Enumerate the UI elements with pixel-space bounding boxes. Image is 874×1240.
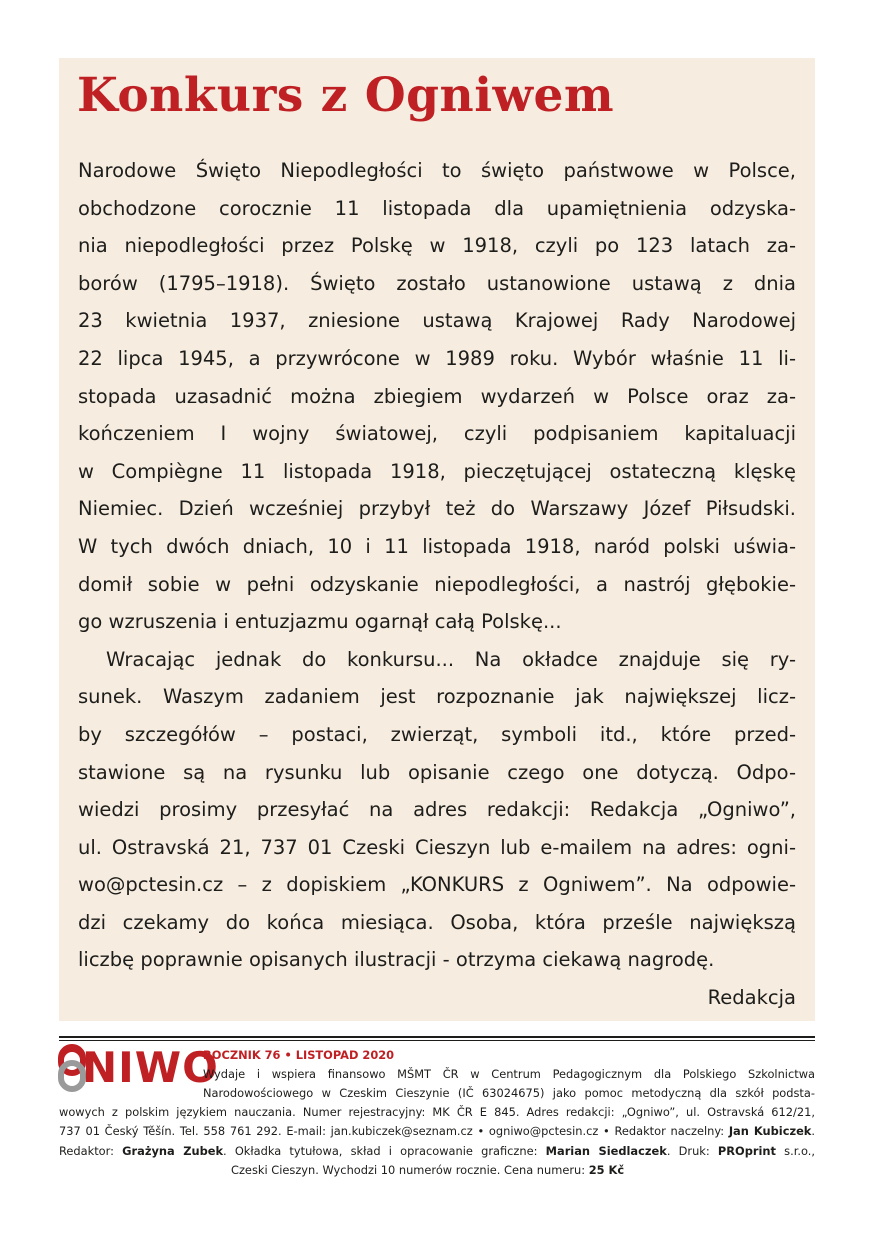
article-line: stopada uzasadnić można zbiegiem wydarzeń w Polsce oraz za- bbox=[78, 384, 796, 408]
article-line: 22 lipca 1945, a przywrócone w 1989 roku. Wybór właśnie 11 li- bbox=[78, 346, 796, 370]
footer-rule-thick bbox=[59, 1036, 815, 1038]
layout-label: . Okładka tytułowa, skład i opracowanie graficzne: bbox=[223, 1144, 538, 1158]
imprint-line: wowych z polskim językiem nauczania. Numer rejestracyjny: MK ČR E 845. Adres redakcji: „Ogniwo”, ul. Ostravská 612/21, bbox=[59, 1105, 815, 1119]
article-line: ul. Ostravská 21, 737 01 Czeski Cieszyn lub e-mailem na adres: ogni- bbox=[78, 835, 796, 859]
article-line: stawione są na rysunku lub opisanie czego one dotyczą. Odpo- bbox=[78, 760, 796, 784]
frequency-text: Czeski Cieszyn. Wychodzi 10 numerów rocznie. Cena numeru: bbox=[231, 1163, 586, 1177]
ogniwo-logo bbox=[58, 1043, 219, 1092]
article-line: domił sobie w pełni odzyskanie niepodległości, a nastrój głębokie- bbox=[78, 572, 796, 596]
editor-in-chief: Jan Kubiczek bbox=[728, 1124, 812, 1138]
imprint-line: 737 01 Český Těšín. Tel. 558 761 292. E-mail: jan.kubiczek@seznam.cz • ogniwo@pctesin.cz • Redaktor naczelny: Jan Kubiczek. bbox=[59, 1124, 816, 1138]
imprint-line: Narodowościowego w Czeskim Cieszynie (IČ 63024675) jako pomoc metodyczną dla szkół podsta- bbox=[203, 1086, 815, 1100]
article-line: sunek. Waszym zadaniem jest rozpoznanie jak największej licz- bbox=[78, 685, 796, 709]
print-label: . Druk: bbox=[666, 1144, 710, 1158]
designer-name: Marian Siedlaczek bbox=[545, 1144, 667, 1158]
imprint-line bbox=[231, 1161, 624, 1181]
imprint-line bbox=[59, 1142, 815, 1162]
article-line: wo@pctesin.cz – z dopiskiem „KONKURS z Ogniwem”. Na odpowie- bbox=[78, 873, 796, 897]
article-line: Niemiec. Dzień wcześniej przybył też do Warszawy Józef Piłsudski. bbox=[78, 497, 796, 521]
article-line: liczbę poprawnie opisanych ilustracji - otrzyma ciekawą nagrodę. bbox=[78, 948, 715, 972]
printer-suffix: s.r.o., bbox=[784, 1144, 815, 1158]
imprint-contact: 737 01 Český Těšín. Tel. 558 761 292. E-mail: jan.kubiczek@seznam.cz • ogniwo@pctesin.cz • Redaktor naczelny: bbox=[59, 1124, 725, 1138]
logo-wordmark: NIWO bbox=[82, 1043, 219, 1092]
editor-label: Redaktor: bbox=[59, 1144, 114, 1158]
article-line: dzi czekamy do końca miesiąca. Osoba, która prześle największą bbox=[78, 910, 796, 934]
imprint-line: Wydaje i wspiera finansowo MŠMT ČR w Centrum Pedagogicznym dla Polskiego Szkolnictwa bbox=[203, 1067, 815, 1081]
editor-name: Grażyna Zubek bbox=[122, 1144, 224, 1158]
article-line: Wracając jednak do konkursu... Na okładce znajduje się ry- bbox=[106, 647, 796, 671]
article-line: borów (1795–1918). Święto zostało ustanowione ustawą z dnia bbox=[78, 271, 796, 295]
article-line: by szczegółów – postaci, zwierząt, symboli itd., które przed- bbox=[78, 722, 796, 746]
article-line: kończeniem I wojny światowej, czyli podpisaniem kapitaluacji bbox=[78, 422, 796, 446]
article-line: 23 kwietnia 1937, zniesione ustawą Krajowej Rady Narodowej bbox=[78, 309, 796, 333]
article-line: Narodowe Święto Niepodległości to święto państwowe w Polsce, bbox=[78, 159, 796, 182]
article-line: obchodzone corocznie 11 listopada dla upamiętnienia odzyska- bbox=[78, 196, 796, 220]
article-title: Konkurs z Ogniwem bbox=[77, 68, 615, 123]
article-line: wiedzi prosimy przesyłać na adres redakcji: Redakcja „Ogniwo”, bbox=[78, 798, 796, 822]
printer-name: PROprint bbox=[717, 1144, 776, 1158]
article-line: W tych dwóch dniach, 10 i 11 listopada 1918, naród polski uświa- bbox=[78, 534, 796, 558]
article-body bbox=[78, 152, 796, 1017]
article-line: w Compiègne 11 listopada 1918, pieczętującej ostateczną klęskę bbox=[78, 459, 796, 483]
article-line: go wzruszenia i entuzjazmu ogarnął całą Polskę... bbox=[78, 610, 562, 634]
issue-label: ROCZNIK 76 • LISTOPAD 2020 bbox=[203, 1048, 395, 1062]
article-signature: Redakcja bbox=[707, 986, 796, 1010]
article-box bbox=[59, 58, 815, 1021]
article-line: nia niepodległości przez Polskę w 1918, czyli po 123 latach za- bbox=[78, 234, 796, 258]
price: 25 Kč bbox=[588, 1163, 625, 1177]
footer-rule-thin bbox=[59, 1040, 815, 1041]
